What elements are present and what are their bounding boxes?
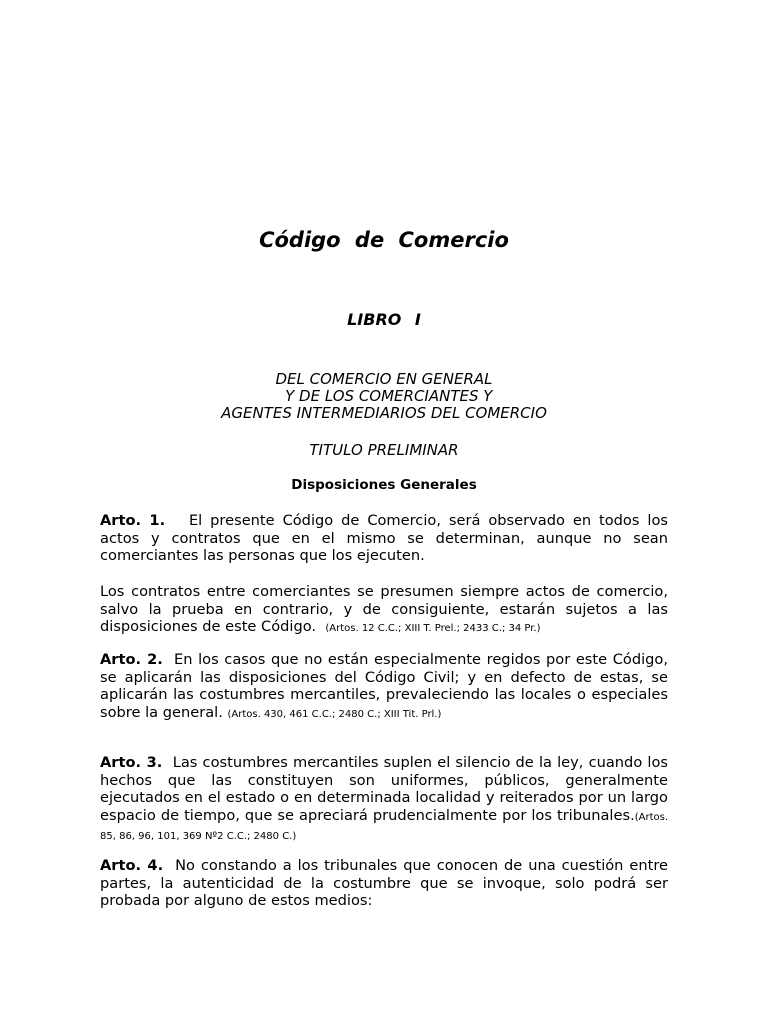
document-title: Código de Comercio bbox=[259, 228, 509, 252]
article-citation: (Artos. 12 C.C.; XIII T. Prel.; 2433 C.; 34 Pr.) bbox=[325, 623, 541, 635]
article-4 bbox=[100, 857, 668, 910]
subtitle-line: DEL COMERCIO EN GENERAL bbox=[275, 370, 493, 388]
title-section-heading: TITULO PRELIMINAR bbox=[309, 441, 459, 459]
article-text: Las costumbres mercantiles suplen el silencio de la ley, cuando los hechos que las constituyen son uniformes, públicos, generalmente ejecutados en el estado o en determinada localidad y reiterados por un largo espacio de tiempo, que se apreciará prudencialmente por los tribunales. bbox=[100, 754, 669, 824]
article-label: Arto. 3. bbox=[100, 754, 163, 771]
article-label: Arto. 2. bbox=[100, 651, 163, 668]
article-3 bbox=[100, 754, 668, 846]
article-text: No constando a los tribunales que conocen de una cuestión entre partes, la autenticidad de la costumbre que se invoque, solo podrá ser probada por alguno de estos medios: bbox=[100, 857, 668, 910]
subtitle-line: AGENTES INTERMEDIARIOS DEL COMERCIO bbox=[221, 404, 547, 422]
article-citation: (Artos. 85, 86, 96, 101, 369 Nº2 C.C.; 2480 C.) bbox=[100, 811, 668, 843]
article-1 bbox=[100, 512, 668, 565]
section-heading: Disposiciones Generales bbox=[291, 477, 477, 493]
subtitle-line: Y DE LOS COMERCIANTES Y bbox=[275, 387, 493, 405]
article-text: En los casos que no están especialmente regidos por este Código, se aplicarán las disposiciones del Código Civil; y en defecto de estas, se aplicarán las costumbres mercantiles, prevaleciendo las locales o especiales sobre la general. bbox=[100, 651, 668, 721]
article-label: Arto. 1. bbox=[100, 512, 166, 529]
article-text: El presente Código de Comercio, será observado en todos los actos y contratos que en el mismo se determinan, aunque no sean comerciantes las personas que los ejecuten. bbox=[100, 512, 668, 565]
article-text: Los contratos entre comerciantes se presumen siempre actos de comercio, salvo la prueba en contrario, y de consiguiente, estarán sujetos a las disposiciones de este Código. bbox=[100, 583, 668, 636]
book-subtitle bbox=[0, 371, 768, 422]
article-label: Arto. 4. bbox=[100, 857, 164, 874]
article-2 bbox=[100, 651, 668, 723]
article-1-paragraph-2 bbox=[100, 583, 668, 638]
article-citation: (Artos. 430, 461 C.C.; 2480 C.; XIII Tit. Prl.) bbox=[227, 708, 442, 720]
book-heading: LIBRO I bbox=[347, 310, 421, 329]
